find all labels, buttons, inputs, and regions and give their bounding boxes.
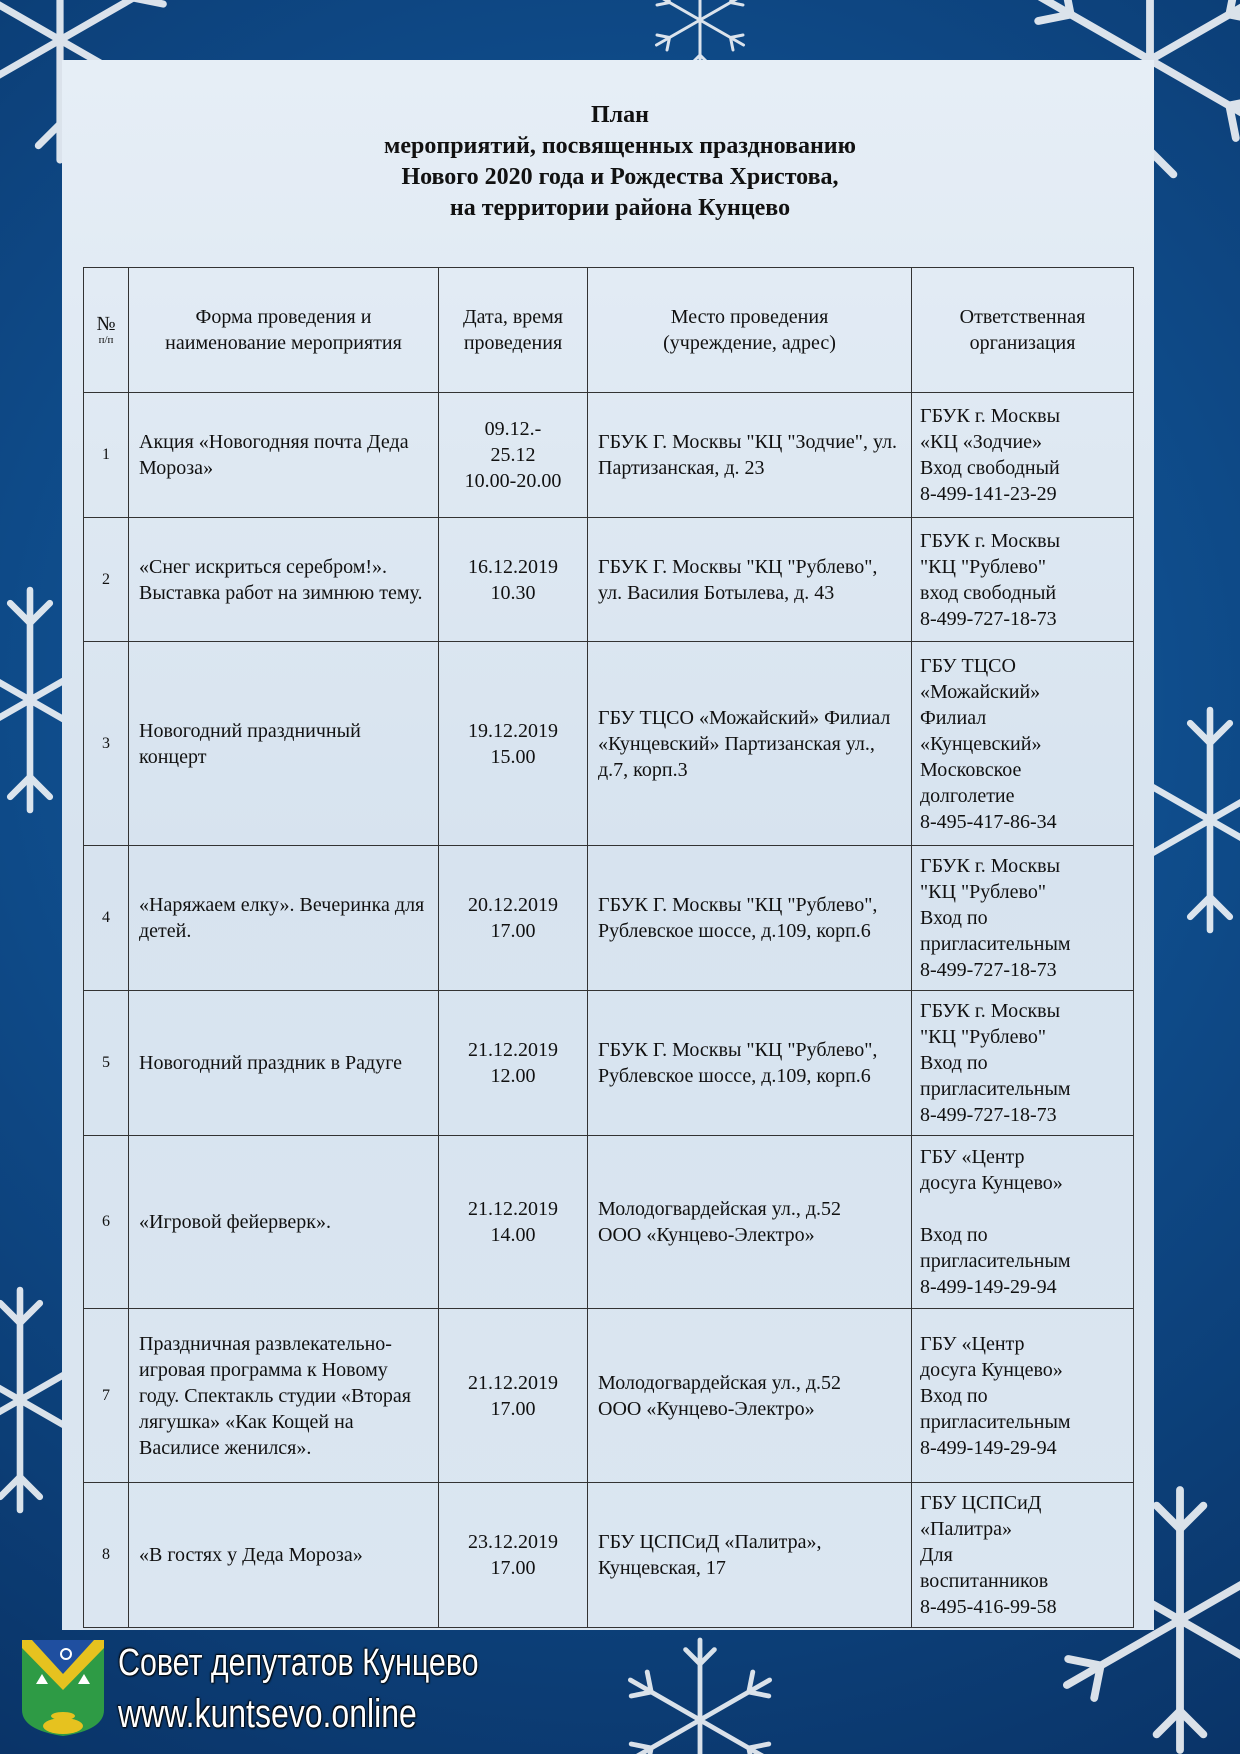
org-line: Вход по — [920, 907, 988, 929]
event-date — [439, 518, 588, 642]
org-line: ГБУК г. Москвы — [920, 1000, 1061, 1022]
date-line: 25.12 — [490, 444, 536, 466]
header-place: Место проведения (учреждение, адрес) — [588, 268, 912, 393]
org-line: «Можайский» — [920, 680, 1041, 703]
date-line: 17.00 — [490, 1557, 536, 1579]
date-line: 20.12.2019 — [468, 894, 558, 916]
org-line: Для — [920, 1544, 953, 1566]
org-line: 8-499-141-23-29 — [920, 483, 1057, 505]
org-line: долголетие — [920, 784, 1015, 807]
title-line: Нового 2020 года и Рождества Христова, — [401, 164, 839, 190]
row-number: 6 — [84, 1136, 129, 1309]
title-line: План — [591, 102, 649, 128]
page-title — [0, 100, 1240, 224]
event-name: «Игровой фейерверк». — [129, 1136, 439, 1309]
org-line: вход свободный — [920, 581, 1057, 604]
org-line: Вход по — [920, 1224, 988, 1246]
event-name: Праздничная развлекательно-игровая программа к Новому году. Спектакль студии «Вторая лягушка» «Как Кощей на Василисе женился». — [129, 1309, 439, 1483]
org-line: ГБУК г. Москвы — [920, 855, 1061, 877]
event-name: Новогодний праздник в Радуге — [129, 991, 439, 1136]
table-header-row — [84, 268, 1134, 393]
org-line: "КЦ "Рублево" — [920, 1026, 1046, 1048]
org-line: Московское — [920, 758, 1022, 781]
date-line: 09.12.- — [484, 418, 542, 440]
event-date — [439, 1309, 588, 1483]
council-name: Совет депутатов Кунцево — [118, 1642, 479, 1684]
event-date — [439, 1483, 588, 1628]
row-number: 5 — [84, 991, 129, 1136]
title-line: мероприятий, посвященных празднованию — [384, 133, 856, 159]
date-line: 10.00-20.00 — [464, 470, 562, 492]
org-line: 8-499-727-18-73 — [920, 959, 1057, 981]
row-number: 2 — [84, 518, 129, 642]
org-line: Вход свободный — [920, 457, 1060, 479]
event-name: «Наряжаем елку». Вечеринка для детей. — [129, 846, 439, 991]
responsible-org — [912, 518, 1134, 642]
table-row — [84, 1309, 1134, 1483]
title-line: на территории района Кунцево — [449, 195, 791, 221]
event-place: ГБУК Г. Москвы "КЦ "Рублево", Рублевское шоссе, д.109, корп.6 — [588, 846, 912, 991]
event-place: ГБУ ТЦСО «Можайский» Филиал «Кунцевский» Партизанская ул., д.7, корп.3 — [588, 642, 912, 846]
org-line: пригласительным — [920, 1250, 1071, 1272]
org-line: пригласительным — [920, 1410, 1071, 1433]
table-row — [84, 642, 1134, 846]
responsible-org — [912, 991, 1134, 1136]
event-place: Молодогвардейская ул., д.52 ООО «Кунцево-Электро» — [588, 1309, 912, 1483]
table-row — [84, 1483, 1134, 1628]
org-line: Вход по — [920, 1052, 988, 1074]
table-row — [84, 1136, 1134, 1309]
org-line: Филиал — [920, 706, 987, 729]
org-line: ГБУК г. Москвы — [920, 405, 1061, 427]
org-line: 8-499-727-18-73 — [920, 1104, 1057, 1126]
row-number: 7 — [84, 1309, 129, 1483]
event-date — [439, 1136, 588, 1309]
event-date — [439, 846, 588, 991]
responsible-org — [912, 1136, 1134, 1309]
org-line: воспитанников — [920, 1570, 1049, 1592]
event-name: «В гостях у Деда Мороза» — [129, 1483, 439, 1628]
date-line: 17.00 — [490, 1397, 536, 1420]
org-line: "КЦ "Рублево" — [920, 555, 1046, 578]
num-sub-label: п/п — [98, 334, 114, 346]
org-line: 8-495-417-86-34 — [920, 810, 1057, 833]
org-line: досуга Кунцево» — [920, 1358, 1063, 1381]
org-line: «Палитра» — [920, 1518, 1013, 1540]
date-line: 23.12.2019 — [468, 1531, 558, 1553]
responsible-org — [912, 1309, 1134, 1483]
header-num — [84, 268, 129, 393]
website-link[interactable]: www.kuntsevo.online — [118, 1692, 417, 1736]
event-date — [439, 642, 588, 846]
org-line: ГБУ ТЦСО — [920, 654, 1016, 677]
num-label: № — [96, 313, 116, 335]
org-line: 8-499-149-29-94 — [920, 1436, 1057, 1459]
event-name: «Снег искриться серебром!». Выставка работ на зимнюю тему. — [129, 518, 439, 642]
org-line: досуга Кунцево» — [920, 1172, 1063, 1194]
org-line: Вход по — [920, 1384, 988, 1407]
snowflake-icon — [630, 1640, 769, 1754]
event-name: Новогодний праздничный концерт — [129, 642, 439, 846]
date-line: 19.12.2019 — [468, 719, 558, 742]
org-line: 8-495-416-99-58 — [920, 1596, 1057, 1618]
row-number: 3 — [84, 642, 129, 846]
event-name: Акция «Новогодняя почта Деда Мороза» — [129, 393, 439, 518]
date-line: 21.12.2019 — [468, 1039, 558, 1061]
table-row — [84, 991, 1134, 1136]
event-place: ГБУК Г. Москвы "КЦ "Зодчие", ул. Партизанская, д. 23 — [588, 393, 912, 518]
responsible-org — [912, 642, 1134, 846]
date-line: 16.12.2019 — [468, 555, 558, 578]
date-line: 14.00 — [490, 1224, 536, 1246]
row-number: 1 — [84, 393, 129, 518]
org-line: "КЦ "Рублево" — [920, 881, 1046, 903]
event-place: Молодогвардейская ул., д.52 ООО «Кунцево-Электро» — [588, 1136, 912, 1309]
responsible-org — [912, 393, 1134, 518]
date-line: 21.12.2019 — [468, 1371, 558, 1394]
org-line: ГБУК г. Москвы — [920, 529, 1061, 552]
date-line: 10.30 — [490, 581, 536, 604]
kuntsevo-coat-of-arms-logo — [22, 1640, 104, 1736]
responsible-org — [912, 846, 1134, 991]
responsible-org — [912, 1483, 1134, 1628]
date-line: 15.00 — [490, 745, 536, 768]
org-line: ГБУ «Центр — [920, 1146, 1025, 1168]
org-line: пригласительным — [920, 933, 1071, 955]
org-line: 8-499-727-18-73 — [920, 607, 1057, 630]
row-number: 4 — [84, 846, 129, 991]
org-line: пригласительным — [920, 1078, 1071, 1100]
event-place: ГБУК Г. Москвы "КЦ "Рублево", ул. Василия Ботылева, д. 43 — [588, 518, 912, 642]
org-line: «Кунцевский» — [920, 732, 1042, 755]
event-place: ГБУ ЦСПСиД «Палитра», Кунцевская, 17 — [588, 1483, 912, 1628]
org-line: ГБУ «Центр — [920, 1332, 1025, 1355]
date-line: 12.00 — [490, 1065, 536, 1087]
header-date: Дата, время проведения — [439, 268, 588, 393]
table-row — [84, 393, 1134, 518]
header-event: Форма проведения и наименование мероприятия — [129, 268, 439, 393]
org-line — [920, 1196, 1125, 1222]
event-date — [439, 393, 588, 518]
date-line: 17.00 — [490, 920, 536, 942]
events-table — [83, 267, 1134, 1628]
row-number: 8 — [84, 1483, 129, 1628]
event-place: ГБУК Г. Москвы "КЦ "Рублево", Рублевское шоссе, д.109, корп.6 — [588, 991, 912, 1136]
event-date — [439, 991, 588, 1136]
header-org: Ответственная организация — [912, 268, 1134, 393]
org-line: 8-499-149-29-94 — [920, 1276, 1057, 1298]
org-line: ГБУ ЦСПСиД — [920, 1492, 1042, 1514]
org-line: «КЦ «Зодчие» — [920, 431, 1043, 453]
table-row — [84, 846, 1134, 991]
table-row — [84, 518, 1134, 642]
date-line: 21.12.2019 — [468, 1198, 558, 1220]
